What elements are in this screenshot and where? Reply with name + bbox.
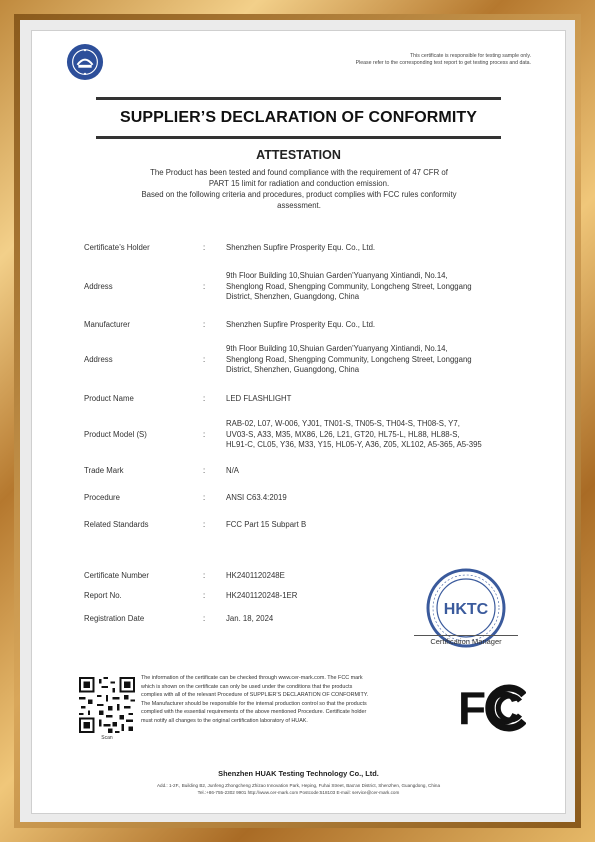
field-value: FCC Part 15 Subpart B: [226, 520, 307, 529]
certificate-paper: [31, 30, 566, 814]
notice-line: The information of the certificate can be checked through www.cer-mark.com. The FCC mark: [141, 675, 363, 681]
attestation-line: Based on the following criteria and procedures, product complies with FCC rules conformity: [141, 190, 457, 199]
field-label: Report No.: [84, 591, 122, 600]
field-label: Certificate’s Holder: [84, 243, 150, 252]
certificate-notice: [141, 674, 441, 726]
address-line: 9th Floor Building 10,Shuian Garden'Yuanyang Xintiandi, No.14,: [226, 271, 448, 280]
notice-line: complies with all of the relevant Procedure of SUPPLIER’S DECLARATION OF CONFORMITY.: [141, 692, 369, 699]
field-value: Jan. 18, 2024: [226, 614, 274, 623]
address-line: District, Shenzhen, Guangdong, China: [226, 365, 360, 374]
field-value: Shenzhen Supfire Prosperity Equ. Co., Ltd.: [226, 243, 376, 252]
field-value: [226, 419, 536, 451]
notice-line: The Manufacturer should be responsible for the internal production control so that the products: [141, 700, 367, 707]
model-line: RAB-02, L07, W-006, YJ01, TN01-S, TN05-S, TH04-S, TH08-S, Y7,: [226, 419, 460, 428]
signature-line: [414, 635, 518, 636]
lab-address-line: Add.: 1-2F., Building B2, Junfeng Zhongcheng Zhizao Innovation Park, Heping, Fuhai Street, Bao'an District, Shenzhen, Guangdong, China: [156, 783, 441, 788]
model-line: UV03-S, A33, M35, MX86, L26, L21, GT20, HL75-L, HL88, HL88-S,: [226, 429, 460, 439]
attestation-line: PART 15 limit for radiation and conduction emission.: [208, 179, 390, 188]
field-value: LED FLASHLIGHT: [226, 394, 292, 403]
field-value: HK2401120248-1ER: [226, 591, 298, 600]
top-note-line: Please refer to the corresponding test report to get testing process and data.: [355, 60, 531, 66]
field-separator: :: [203, 591, 206, 600]
field-separator: :: [203, 320, 206, 329]
lab-contact-line: Tel.:+86-755-2302 9901 http://www.cer-mark.com Postcode:518103 E-mail: service@cer-mark.com: [197, 789, 400, 795]
field-label: Procedure: [84, 493, 120, 502]
lab-name: Shenzhen HUAK Testing Technology Co., Ltd.: [218, 769, 379, 778]
address-line: Shenglong Road, Shengping Community, Longcheng Street, Longgang: [226, 281, 472, 291]
attestation-heading: ATTESTATION: [256, 148, 341, 162]
field-separator: :: [203, 466, 206, 475]
field-separator: :: [203, 394, 206, 403]
qr-code-icon[interactable]: [79, 677, 135, 733]
huak-logo-icon: [66, 43, 104, 81]
field-label: Product Model (S): [84, 430, 147, 439]
address-line: 9th Floor Building 10,Shuian Garden'Yuanyang Xintiandi, No.14,: [226, 344, 448, 353]
field-value: [226, 271, 536, 303]
attestation-text: [102, 167, 496, 211]
field-label: Trade Mark: [84, 466, 124, 475]
attestation-line: assessment.: [277, 201, 321, 210]
field-value: ANSI C63.4:2019: [226, 493, 287, 502]
field-value: [226, 344, 536, 376]
fcc-logo-text: FC: [458, 682, 520, 734]
document-title: SUPPLIER’S DECLARATION OF CONFORMITY: [96, 97, 501, 139]
certification-manager-label: Certification Manager: [430, 637, 502, 646]
top-note-line: This certificate is responsible for testing sample only.: [410, 53, 531, 59]
field-label: Address: [84, 355, 113, 364]
field-label: Certificate Number: [84, 571, 149, 580]
stamp-text: HKTC: [443, 601, 489, 618]
field-label: Related Standards: [84, 520, 149, 529]
field-separator: :: [203, 282, 206, 291]
field-separator: :: [203, 520, 206, 529]
field-label: Manufacturer: [84, 320, 130, 329]
notice-line: which is shown on the certificate can only be used under the conditions that the products: [141, 683, 353, 690]
address-line: Shenglong Road, Shengping Community, Longcheng Street, Longgang: [226, 354, 472, 364]
field-label: Registration Date: [84, 614, 145, 623]
qr-label: Scan: [101, 735, 113, 741]
lab-address: [72, 783, 525, 796]
attestation-line: The Product has been tested and found compliance with the requirement of 47 CFR of: [150, 168, 448, 177]
field-value: Shenzhen Supfire Prosperity Equ. Co., Ltd.: [226, 320, 376, 329]
field-label: Address: [84, 282, 113, 291]
top-disclaimer: [271, 53, 531, 67]
notice-line: must notify all changes to the original certification laboratory of HUAK.: [141, 717, 308, 724]
field-separator: :: [203, 493, 206, 502]
field-value: N/A: [226, 466, 239, 475]
notice-line: complied with the essential requirements of the above mentioned Procedure. Certificate holder: [141, 709, 367, 716]
field-label: Product Name: [84, 394, 134, 403]
field-separator: :: [203, 355, 206, 364]
field-separator: :: [203, 571, 206, 580]
field-separator: :: [203, 614, 206, 623]
field-separator: :: [203, 243, 206, 252]
model-line: HL91-C, CL05, Y36, M33, Y15, HL05-Y, A36, Z05, XL102, A5-365, A5-395: [226, 440, 482, 449]
field-separator: :: [203, 430, 206, 439]
field-value: HK2401120248E: [226, 571, 285, 580]
address-line: District, Shenzhen, Guangdong, China: [226, 292, 360, 301]
fcc-logo-icon: [458, 679, 526, 735]
